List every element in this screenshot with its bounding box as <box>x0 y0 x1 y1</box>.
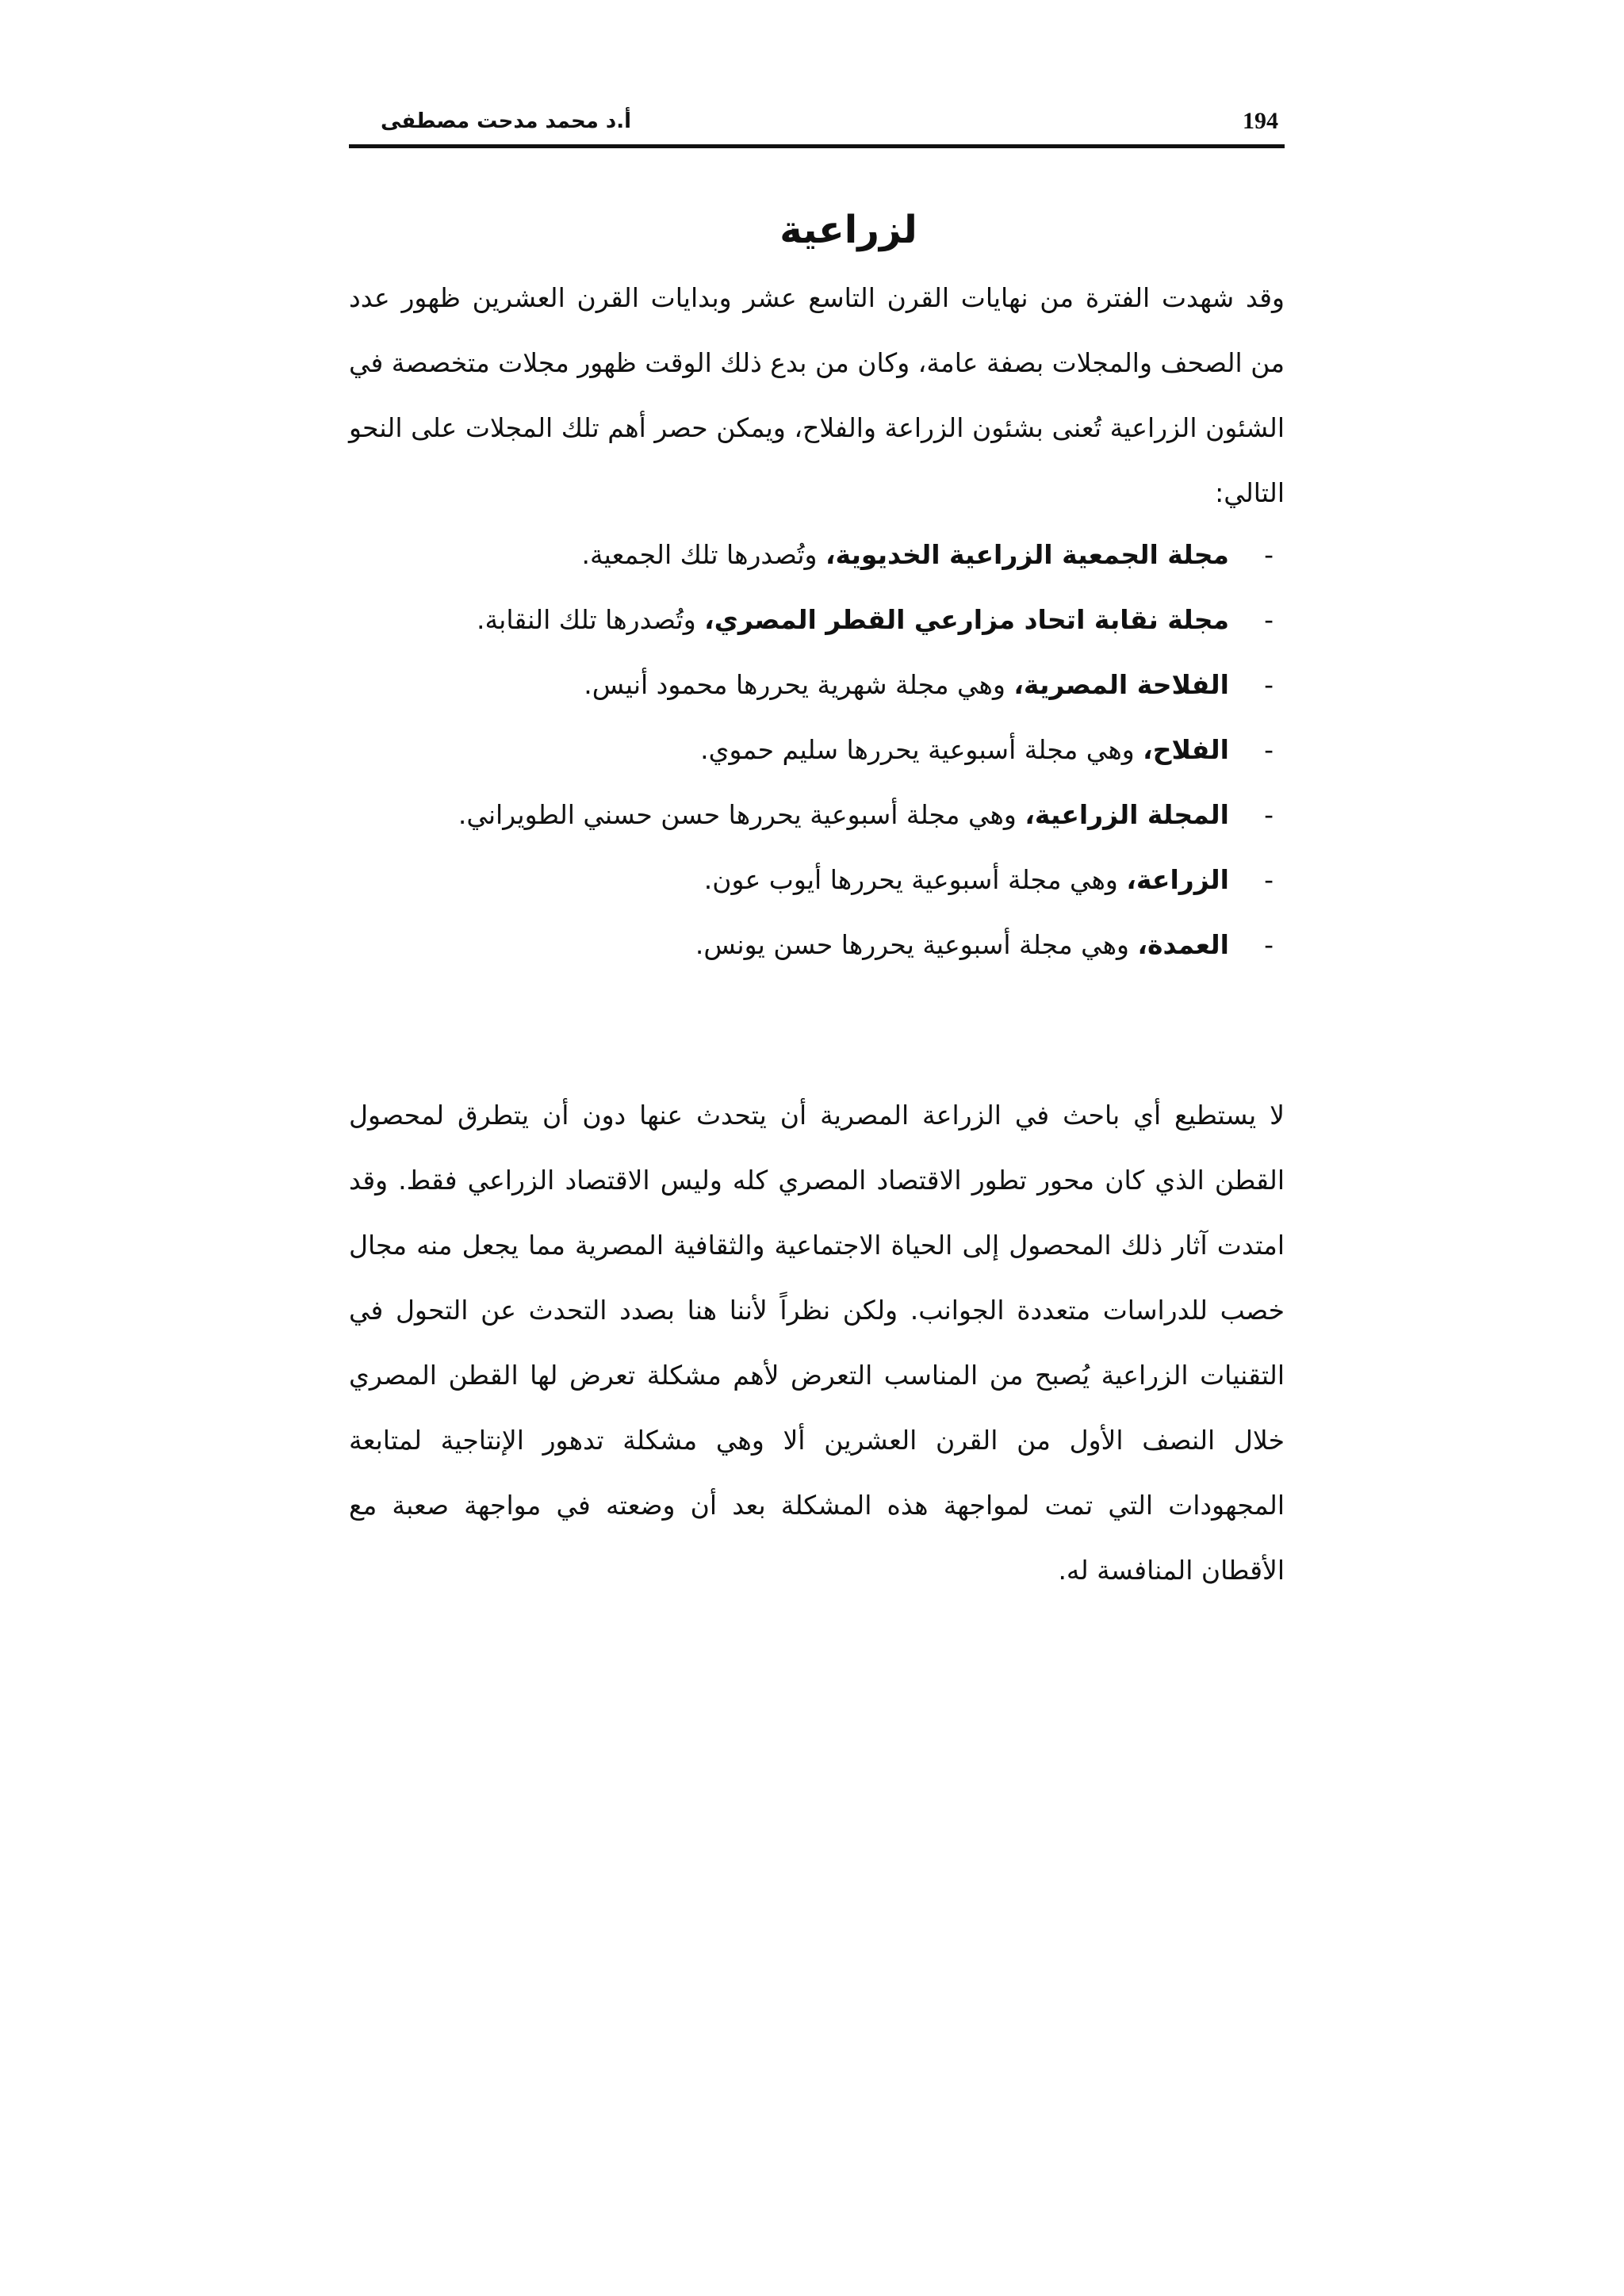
list-dash: - <box>1264 799 1274 830</box>
magazine-name: المجلة الزراعية، <box>1025 799 1229 830</box>
list-item <box>349 718 1285 783</box>
list-dash: - <box>1264 604 1274 635</box>
list-dash: - <box>1264 864 1274 895</box>
magazine-description: وتُصدرها تلك النقابة. <box>476 604 705 635</box>
magazine-name: الفلاحة المصرية، <box>1013 669 1229 700</box>
magazine-description: وهي مجلة أسبوعية يحررها أيوب عون. <box>703 864 1127 895</box>
magazine-description: وهي مجلة أسبوعية يحررها حسن حسني الطويراني. <box>458 799 1025 830</box>
magazine-name: العمدة، <box>1137 929 1229 960</box>
magazine-name: مجلة نقابة اتحاد مزارعي القطر المصري، <box>704 604 1229 635</box>
magazine-description: وهي مجلة شهرية يحررها محمود أنيس. <box>584 669 1014 700</box>
magazine-description: وهي مجلة أسبوعية يحررها سليم حموي. <box>700 734 1143 765</box>
magazine-name: مجلة الجمعية الزراعية الخديوية، <box>825 539 1229 570</box>
list-dash: - <box>1264 539 1274 570</box>
magazine-description: وتُصدرها تلك الجمعية. <box>581 539 825 570</box>
magazine-list <box>349 522 1285 978</box>
section-title: لزراعية <box>779 208 917 252</box>
list-dash: - <box>1264 669 1274 700</box>
list-item <box>349 522 1285 587</box>
list-item <box>349 848 1285 913</box>
page-header <box>349 103 1285 147</box>
book-page <box>349 0 1285 2296</box>
list-dash: - <box>1264 929 1274 960</box>
list-dash: - <box>1264 734 1274 765</box>
magazine-name: الفلاح، <box>1143 734 1229 765</box>
magazine-name: الزراعة، <box>1126 864 1229 895</box>
list-item <box>349 652 1285 718</box>
header-divider <box>349 144 1285 148</box>
page-number: 194 <box>1243 108 1278 134</box>
list-item <box>349 913 1285 978</box>
magazine-description: وهي مجلة أسبوعية يحررها حسن يونس. <box>695 929 1138 960</box>
intro-paragraph: وقد شهدت الفترة من نهايات القرن التاسع عشر وبدايات القرن العشرين ظهور عدد من الصحف والمجلات بصفة عامة، وكان من بدع ذلك الوقت ظهور مجلات متخصصة في الشئون الزراعية تُعنى بشئون الزراعة والفلاح، ويمكن حصر أهم تلك المجلات على النحو التالي: <box>349 282 1285 508</box>
author-name: أ.د محمد مدحت مصطفى <box>381 109 632 133</box>
list-item <box>349 587 1285 652</box>
cotton-paragraph: لا يستطيع أي باحث في الزراعة المصرية أن يتحدث عنها دون أن يتطرق لمحصول القطن الذي كان محور تطور الاقتصاد المصري كله وليس الاقتصاد الزراعي فقط. وقد امتدت آثار ذلك المحصول إلى الحياة الاجتماعية والثقافية المصرية مما يجعل منه مجال خصب للدراسات متعددة الجوانب. ولكن نظراً لأننا هنا بصدد التحدث عن التحول في التقنيات الزراعية يُصبح من المناسب التعرض لأهم مشكلة تعرض لها القطن المصري خلال النصف الأول من القرن العشرين ألا وهي مشكلة تدهور الإنتاجية لمتابعة المجهودات التي تمت لمواجهة هذه المشكلة بعد أن وضعته في مواجهة صعبة مع الأقطان المنافسة له. <box>349 1100 1285 1586</box>
list-item <box>349 783 1285 848</box>
